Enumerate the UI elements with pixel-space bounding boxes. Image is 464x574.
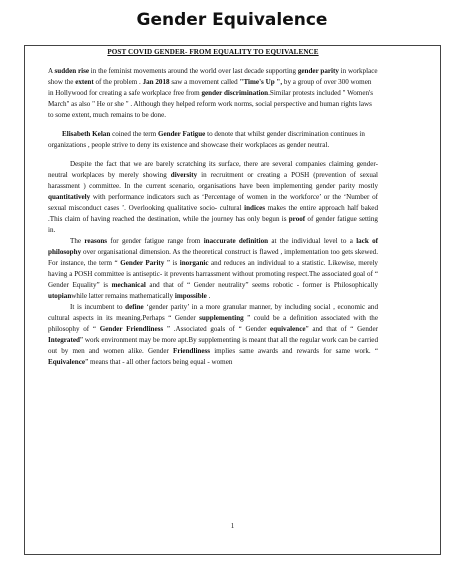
paragraph-intro: A sudden rise in the feminist movements around the world over last decade supporting gender parity in workplace show the extent of the problem . Jan 2018 saw a movement called "Time's Up ", by a group of over 300 women in Hollywood for creating a safe workplace free from gender discrimination.Similar protests included " Women's March" as also " He or she " . Although they helped reform work norms, social perspective and human rights laws to some extent, much remains to be done. [48, 67, 378, 119]
section-heading: POST COVID GENDER- FROM EQUALITY TO EQUIVALENCE [107, 48, 319, 56]
document-title: Gender Equivalence [136, 10, 328, 30]
paragraph-kelan: Elisabeth Kelan coined the term Gender Fatigue to denote that whilst gender discrimination continues in organizations , people strive to deny its existence and showcase their workplaces as gender neutral. [48, 130, 365, 149]
paragraph-scratching-surface: Despite the fact that we are barely scratching its surface, there are several companies claiming gender-neutral workplaces by merely showing diversity in recruitment or creating a POSH (prevention of sexual harassment ) committee. In the current scenario, organisations have been implementing gender parity mostly quantitatively with performance indicators such as ‘Percentage of women in the workforce’ or the ‘Number of sexual misconduct cases ’. Overlooking qualitative socio- cultural indices makes the entire approach half baked .This claim of having reached the destination, while the journey has only begun is proof of gender fatigue setting in. [48, 160, 378, 234]
page-number: 1 [230, 522, 235, 530]
paragraph-define: It is incumbent to define ‘gender parity’ in a more granular manner, by including social , economic and cultural aspects in its meaning.Perhaps “ Gender supplementing ” could be a definition associated with the philosophy of “ Gender Friendliness ” .Associated goals of “ Gender equivalence” and that of “ Gender Integrated” work environment may be more apt.By supplementing is meant that all the regular work can be carried out by men and women alike. Gender Friendliness implies same awards and rewards for same work. “ Equivalence” means that - all other factors being equal - women [48, 303, 379, 366]
paragraph-reasons: The reasons for gender fatigue range from inaccurate definition at the individual level to a lack of philosophy over organisational dimension. As the theoretical construct is flawed , implementation too gets skewed. For instance, the term “ Gender Parity ” is inorganic and reduces an individual to a statistic. Likewise, merely having a POSH committee is antiseptic- it prevents harrassment without promoting respect.The associated goal of “ Gender Equality” is mechanical and that of “ Gender neutrality” seems robotic - former is Philosophically utopianwhile latter remains mathematically impossible . [48, 237, 379, 300]
document-body [48, 47, 378, 368]
